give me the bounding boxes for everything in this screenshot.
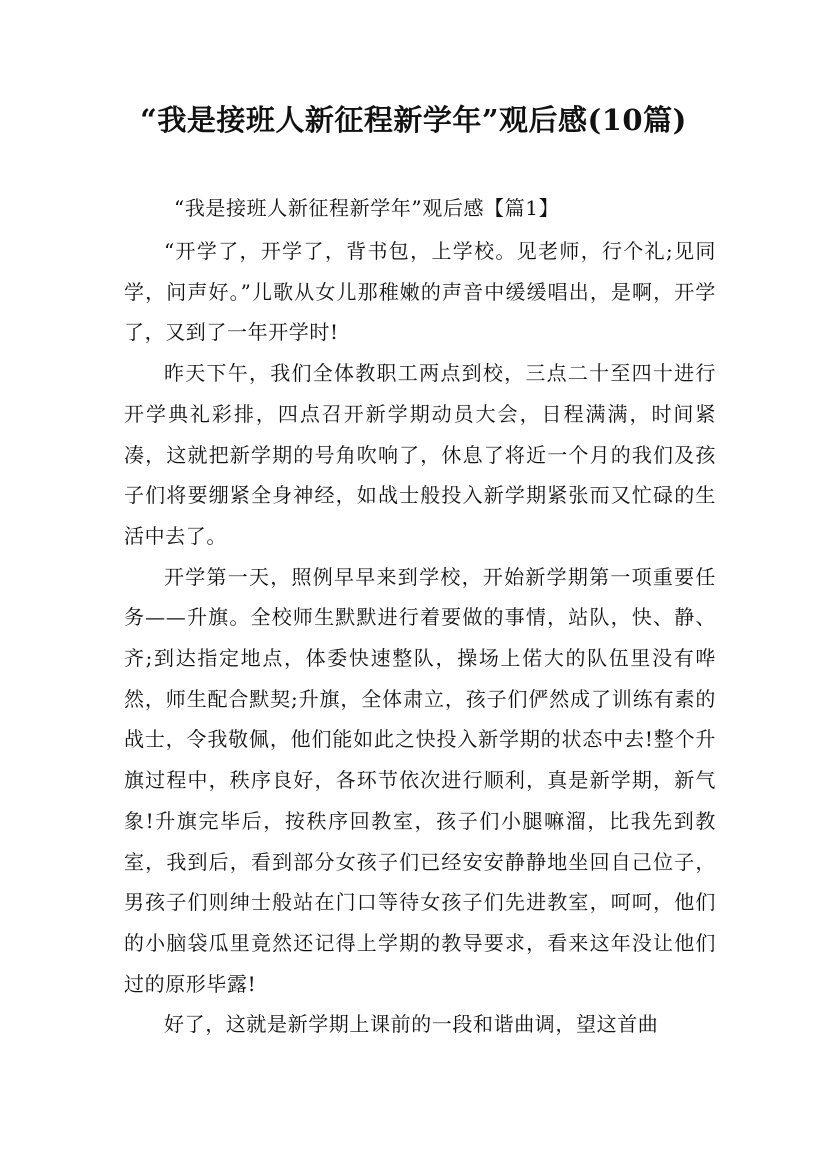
paragraph: 昨天下午，我们全体教职工两点到校，三点二十至四十进行开学典礼彩排，四点召开新学期动员大会，日程满满，时间紧凑，这就把新学期的号角吹响了，休息了将近一个月的我们及孩子们将要绷紧全身神经，如战士般投入新学期紧张而又忙碌的生活中去了。 [124, 361, 716, 548]
paragraph: 开学第一天，照例早早来到学校，开始新学期第一项重要任务——升旗。全校师生默默进行着要做的事情，站队，快、静、齐;到达指定地点，体委快速整队，操场上偌大的队伍里没有哗然，师生配合默契;升旗，全体肃立，孩子们俨然成了训练有素的战士，令我敬佩，他们能如此之快投入新学期的状态中去!整个升旗过程中，秩序良好，各环节依次进行顺利，真是新学期，新气象!升旗完毕后，按秩序回教室，孩子们小腿嘛溜，比我先到教室，我到后，看到部分女孩子们已经安安静静地坐回自己位子，男孩子们则绅士般站在门口等待女孩子们先进教室，呵呵，他们的小脑袋瓜里竟然还记得上学期的教导要求，看来这年没让他们过的原形毕露! [124, 564, 716, 996]
document-body [124, 188, 716, 1045]
section-heading: “我是接班人新征程新学年”观后感【篇1】 [174, 196, 560, 220]
document-title: “我是接班人新征程新学年”观后感(10篇) [140, 103, 687, 137]
paragraph: “开学了，开学了，背书包，上学校。见老师，行个礼;见同学，问声好。”儿歌从女儿那稚嫩的声音中缓缓唱出，是啊，开学了，又到了一年开学时! [124, 239, 716, 345]
paragraph: 好了，这就是新学期上课前的一段和谐曲调，望这首曲 [164, 1012, 659, 1037]
